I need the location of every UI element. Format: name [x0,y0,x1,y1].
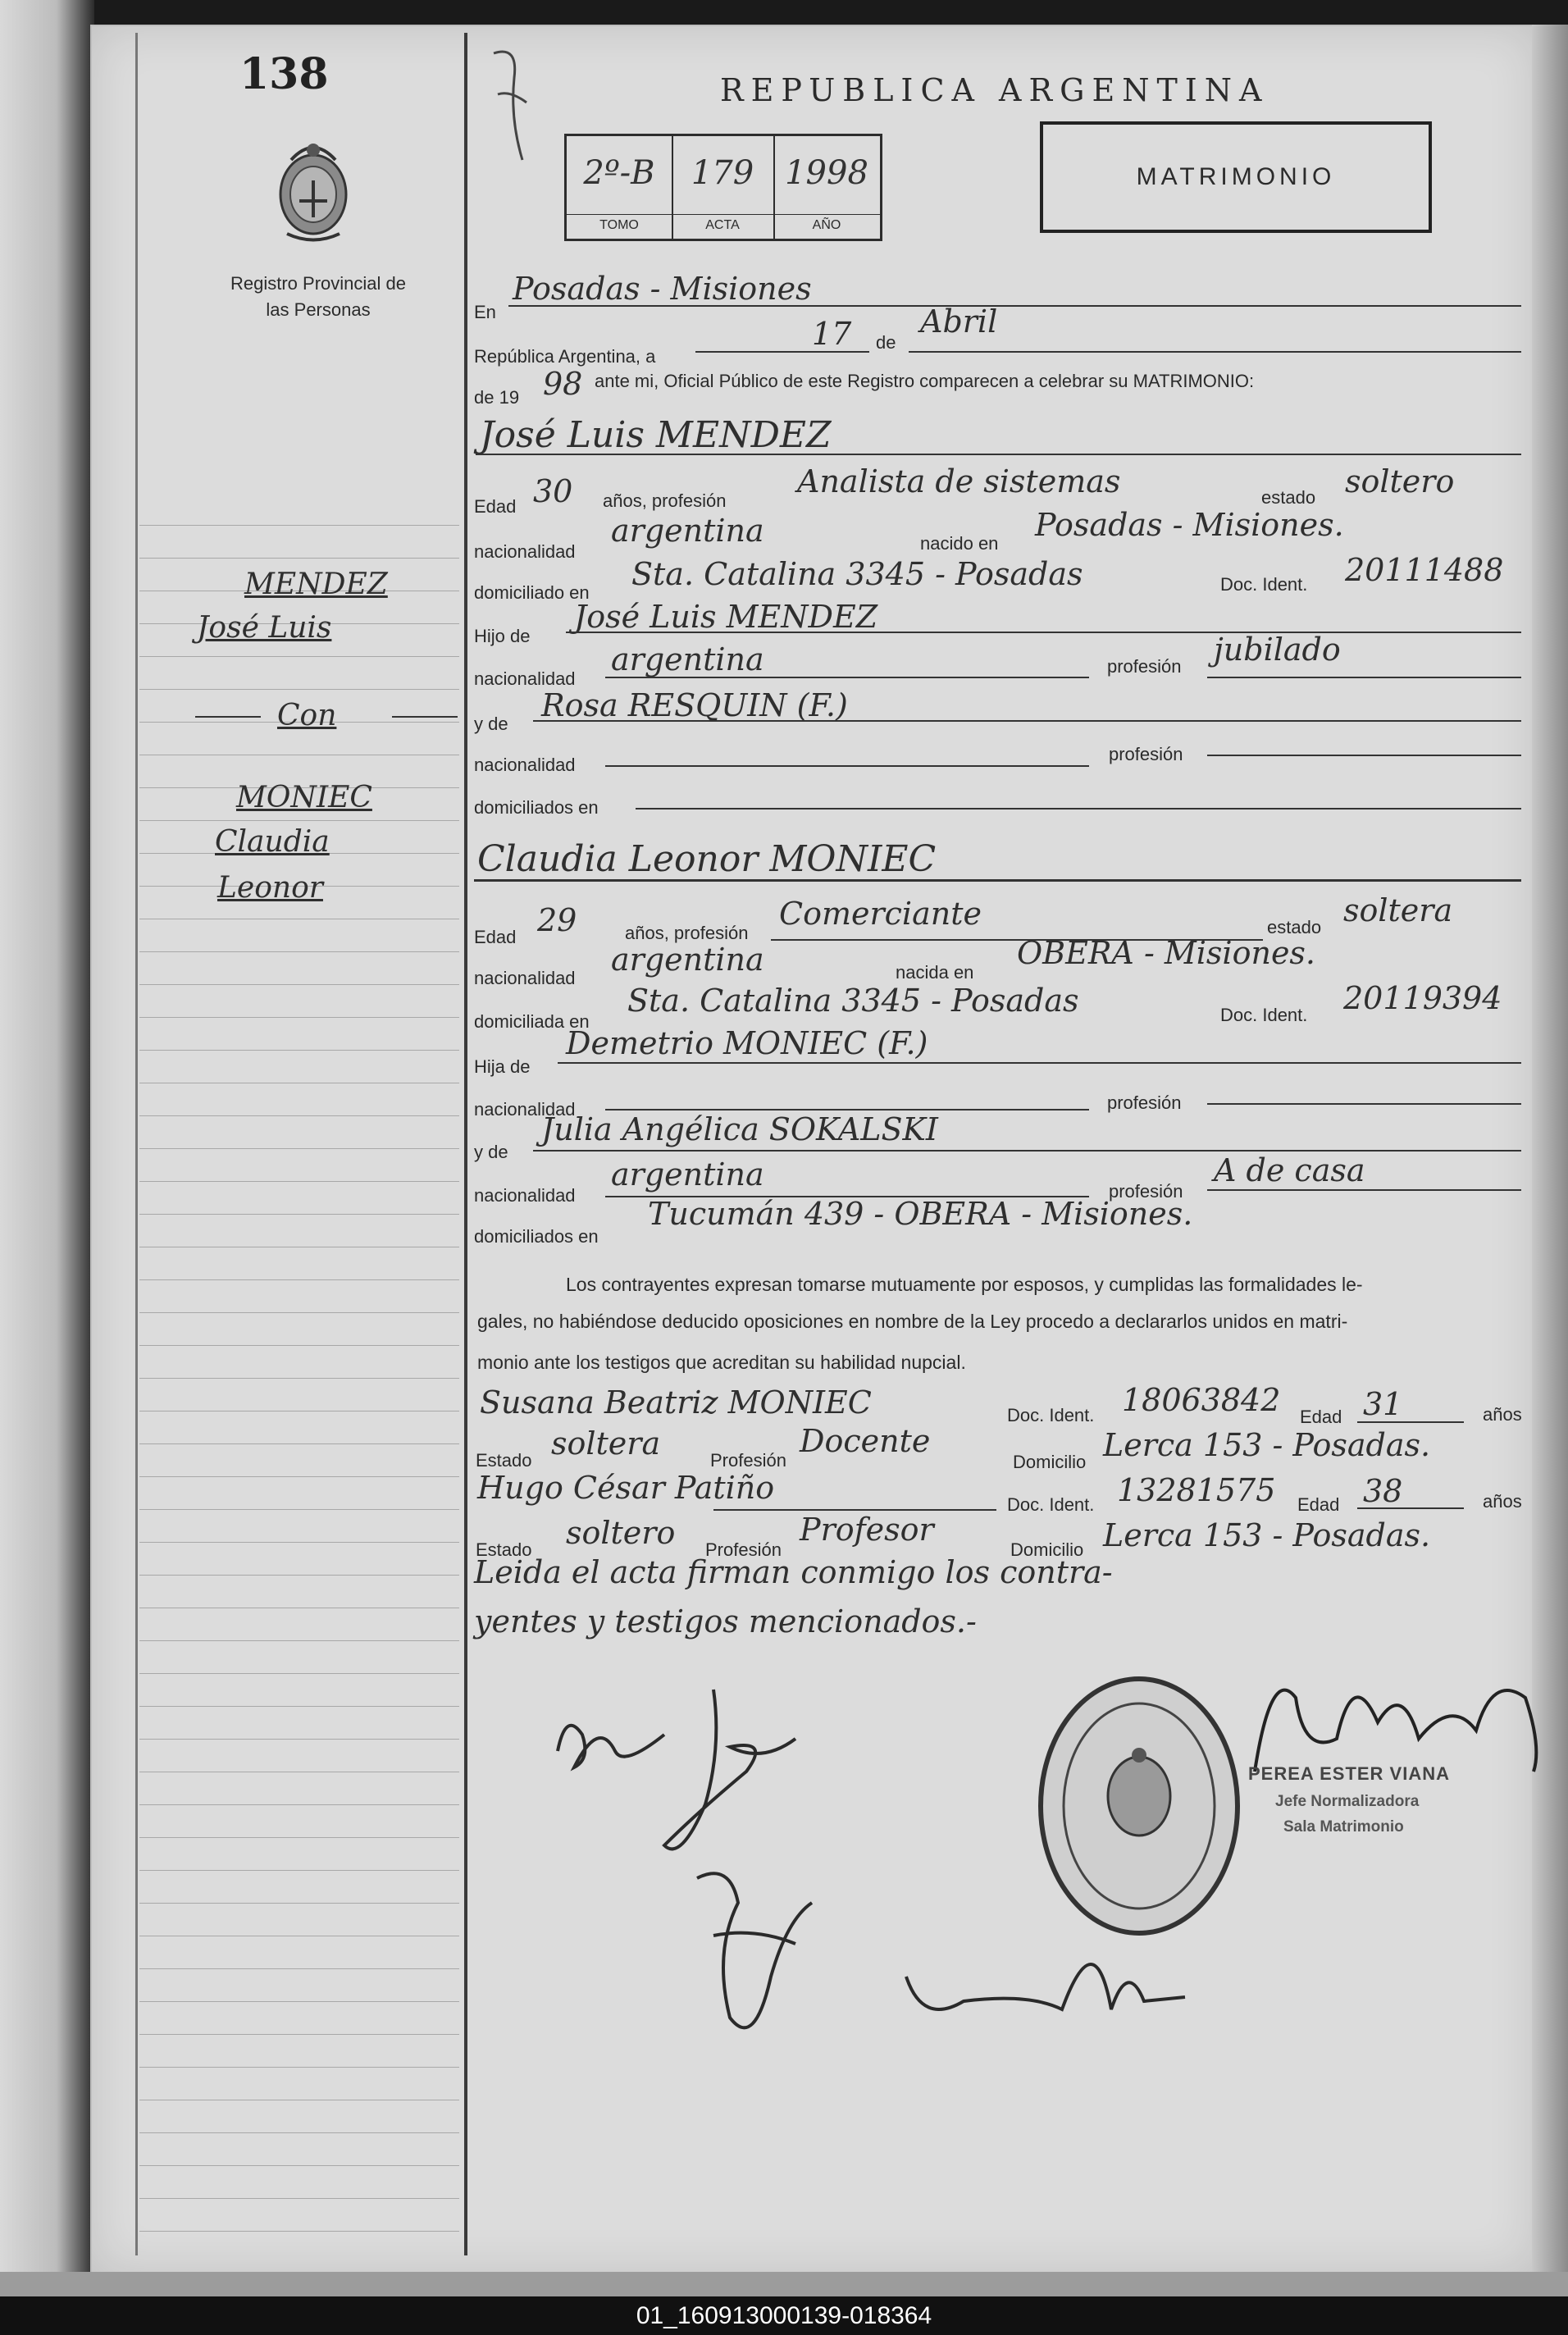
acta-cell [672,136,775,239]
margin-ruled-line [139,525,459,526]
de-label: de [876,332,896,353]
bride-edad: 29 [537,902,577,938]
groom-profesion: Analista de sistemas [797,463,1121,499]
bride-doc: 20119394 [1343,980,1502,1016]
groom-madre: Rosa RESQUIN (F.) [541,687,848,723]
bride-nacida-en: OBERA - Misiones. [1017,935,1316,971]
registry-reference-box [564,134,882,241]
closing-line-2: yentes y testigos mencionados.- [474,1603,977,1640]
margin-ruled-line [139,1443,459,1444]
bride-madre-profesion: A de casa [1214,1152,1365,1188]
bride-name-line [474,879,1521,882]
bride-madre-prof-label: profesión [1109,1181,1183,1202]
witness2-doc: 13281575 [1117,1472,1276,1508]
bride-padre-prof-label: profesión [1107,1092,1182,1113]
margin-ruled-line [139,2034,459,2035]
country-title: REPUBLICA ARGENTINA [720,72,1269,108]
groom-madre-prof-label: profesión [1109,744,1183,764]
margin-left-rule [135,33,138,2255]
margin-ruled-line [139,1345,459,1346]
bride-padre-nac-label: nacionalidad [474,1099,576,1120]
groom-yde-label: y de [474,714,508,734]
tomo-cell [567,136,673,239]
bride-padre-prof-line [1207,1103,1521,1105]
margin-groom-surname: MENDEZ [244,568,388,601]
witness2-profesion: Profesor [800,1512,934,1548]
bride-profesion: Comerciante [779,896,982,932]
place-line [508,305,1521,307]
bride-hija-label: Hija de [474,1056,531,1077]
margin-ruled-line [139,1312,459,1313]
declaration-line-2: gales, no habiéndose deducido oposiciones en nombre de la Ley procedo a declararlos unidos en matri- [477,1311,1348,1332]
margin-ruled-line [139,1214,459,1215]
witness1-profesion-label: Profesión [710,1450,786,1471]
bride-nac-label: nacionalidad [474,968,576,988]
witness2-name: Hugo César Patiño [477,1470,775,1506]
bride-madre-prof-line [1207,1189,1521,1191]
en-label: En [474,302,496,322]
margin-ruled-line [139,1575,459,1576]
declaration-line-1: Los contrayentes expresan tomarse mutuamente por esposos, y cumplidas las formalidades le- [566,1274,1363,1295]
declaration-line-3: monio ante los testigos que acreditan su habilidad nupcial. [477,1352,966,1373]
witness2-edad: 38 [1363,1473,1403,1509]
groom-madre-nac-line [605,765,1089,767]
groom-nac-label: nacionalidad [474,541,576,562]
witness2-domicilio: Lerca 153 - Posadas. [1103,1517,1431,1553]
witness1-name: Susana Beatriz MONIEC [480,1384,872,1421]
groom-padre-prof-label: profesión [1107,656,1182,677]
year-suffix: 98 [543,366,583,402]
witness1-estado-label: Estado [476,1450,532,1471]
margin-ruled-line [139,558,459,559]
groom-padre-nac-line [605,677,1089,678]
witness2-doc-label: Doc. Ident. [1007,1494,1095,1515]
margin-ruled-line [139,1837,459,1838]
groom-padres-dom-label: domiciliados en [474,797,599,818]
margin-ruled-line [139,1148,459,1149]
bride-madre-line [533,1150,1521,1152]
day-value: 17 [812,316,852,352]
bride-padres-domicilio: Tucumán 439 - OBERA - Misiones. [648,1196,1193,1232]
groom-domicilio: Sta. Catalina 3345 - Posadas [631,556,1083,592]
groom-padre-nac-label: nacionalidad [474,668,576,689]
initial-mark [485,45,535,168]
margin-ruled-line [139,820,459,821]
margin-ruled-line [139,951,459,952]
margin-connector: Con [277,699,337,732]
groom-madre-line [533,720,1521,722]
groom-madre-nac-label: nacionalidad [474,755,576,775]
margin-ruled-line [139,656,459,657]
bride-dom-label: domiciliada en [474,1011,590,1032]
bride-madre: Julia Angélica SOKALSKI [541,1111,938,1147]
ano-label: AÑO [773,214,880,233]
page-bottom-edge [0,2272,1568,2296]
groom-padre-line [566,632,1521,633]
margin-ruled-line [139,1673,459,1674]
witness1-profesion: Docente [800,1423,931,1459]
groom-dom-label: domiciliado en [474,582,590,603]
margin-ruled-line [139,1476,459,1477]
witness2-profesion-label: Profesión [705,1539,782,1560]
margin-ruled-line [139,1017,459,1018]
bride-padres-dom-label: domiciliados en [474,1226,599,1247]
margin-ruled-line [139,2198,459,2199]
official-seal-icon [1035,1673,1244,1940]
margin-bride-middle: Leonor [217,871,323,905]
groom-doc: 20111488 [1345,552,1504,588]
acta-label: ACTA [672,214,773,233]
groom-nacionalidad: argentina [611,513,764,549]
day-line [695,351,869,353]
margin-ruled-line [139,1509,459,1510]
margin-ruled-line [139,1870,459,1871]
registry-name: Registro Provincial de las Personas [230,273,406,320]
groom-nacido-en: Posadas - Misiones. [1035,507,1344,543]
groom-padre: José Luis MENDEZ [574,599,878,635]
margin-ruled-line [139,1903,459,1904]
year-prefix: de 19 [474,387,520,408]
margin-groom-given: José Luis [197,611,332,645]
tomo-value: 2º-B [583,154,655,192]
groom-padre-profesion: jubilado [1214,632,1341,668]
witness1-edad: 31 [1363,1386,1403,1422]
witness1-domicilio: Lerca 153 - Posadas. [1103,1427,1431,1463]
margin-ruled-line [139,2132,459,2133]
witness1-edad-line [1357,1421,1464,1423]
margin-connector-left [195,716,261,718]
bride-padre-nac-line [605,1109,1089,1110]
bride-padre: Demetrio MONIEC (F.) [566,1025,928,1061]
margin-ruled-line [139,1378,459,1379]
witness2-edad-line [1357,1507,1464,1509]
republica-label: República Argentina, a [474,346,656,367]
margin-ruled-line [139,1739,459,1740]
tomo-label: TOMO [567,214,672,233]
official-title: Jefe Normalizadora [1275,1793,1420,1810]
bride-madre-nac-label: nacionalidad [474,1185,576,1206]
witness1-anos: años [1483,1404,1522,1425]
margin-bride-given: Claudia [215,825,330,859]
ante-text: ante mi, Oficial Público de este Registro comparecen a celebrar su MATRIMONIO: [595,371,1255,391]
groom-padre-nacionalidad: argentina [611,641,764,677]
groom-madre-prof-line [1207,755,1521,756]
groom-hijo-label: Hijo de [474,626,531,646]
page-edge [1532,25,1568,2272]
coat-of-arms-icon [275,135,353,246]
margin-ruled-line [139,1640,459,1641]
contrayente-signature-2 [648,1673,812,1870]
image-caption: 01_160913000139-018364 [0,2296,1568,2335]
witness1-edad-label: Edad [1300,1407,1342,1427]
acta-value: 179 [691,154,754,192]
groom-name: José Luis MENDEZ [480,414,832,456]
bride-domicilio: Sta. Catalina 3345 - Posadas [627,983,1079,1019]
witness2-estado: soltero [566,1515,676,1551]
ano-cell [773,136,880,239]
margin-ruled-line [139,1050,459,1051]
bride-madre-nacionalidad: argentina [611,1156,764,1193]
bride-profesion-label: años, profesión [625,923,749,943]
witness1-doc-label: Doc. Ident. [1007,1405,1095,1425]
certificate-type-box: MATRIMONIO [1040,121,1432,233]
closing-line-1: Leida el acta firman conmigo los contra- [474,1554,1113,1590]
margin-ruled-line [139,1279,459,1280]
margin-ruled-line [139,1706,459,1707]
witness2-name-line [713,1509,996,1511]
margin-ruled-line [139,1804,459,1805]
margin-connector-right [392,716,458,718]
bride-nacida-label: nacida en [896,962,974,983]
witness1-doc: 18063842 [1122,1382,1281,1418]
witness1-domicilio-label: Domicilio [1013,1452,1087,1472]
groom-nacido-label: nacido en [920,533,999,554]
margin-ruled-line [139,1968,459,1969]
groom-padre-prof-line [1207,677,1521,678]
bride-estado: soltera [1343,892,1453,928]
witness2-edad-label: Edad [1297,1494,1340,1515]
bride-doc-label: Doc. Ident. [1220,1005,1308,1025]
margin-ruled-line [139,2231,459,2232]
book-spine [0,0,94,2296]
margin-ruled-line [139,2165,459,2166]
bride-edad-label: Edad [474,927,517,947]
margin-ruled-line [139,1542,459,1543]
margin-bride-surname: MONIEC [236,781,372,814]
bride-nacionalidad: argentina [611,942,764,978]
groom-padres-dom-line [636,808,1521,809]
bride-name: Claudia Leonor MONIEC [477,838,937,880]
witness-signature-1 [681,1854,845,2059]
margin-ruled-line [139,1115,459,1116]
groom-edad: 30 [533,473,573,509]
month-line [909,351,1521,353]
bride-yde-label: y de [474,1142,508,1162]
ano-value: 1998 [785,154,868,192]
place-value: Posadas - Misiones [513,271,812,307]
margin-ruled-line [139,1181,459,1182]
groom-doc-label: Doc. Ident. [1220,574,1308,595]
margin-ruled-line [139,2067,459,2068]
witness1-estado: soltera [551,1425,661,1462]
margin-ruled-line [139,984,459,985]
bride-padre-line [558,1062,1521,1064]
witness2-estado-label: Estado [476,1539,532,1560]
witness2-anos: años [1483,1491,1522,1512]
bride-estado-label: estado [1267,917,1322,937]
groom-edad-label: Edad [474,496,517,517]
month-value: Abril [920,303,998,340]
margin-divider-rule [464,33,467,2255]
groom-profesion-label: años, profesión [603,490,727,511]
margin-ruled-line [139,689,459,690]
margin-ruled-line [139,2001,459,2002]
groom-estado-label: estado [1261,487,1316,508]
witness2-domicilio-label: Domicilio [1010,1539,1084,1560]
official-department: Sala Matrimonio [1283,1818,1404,1836]
folio-number: 138 [239,49,329,99]
official-name: PEREA ESTER VIANA [1248,1763,1451,1784]
groom-estado: soltero [1345,463,1455,499]
groom-name-line [476,454,1521,455]
